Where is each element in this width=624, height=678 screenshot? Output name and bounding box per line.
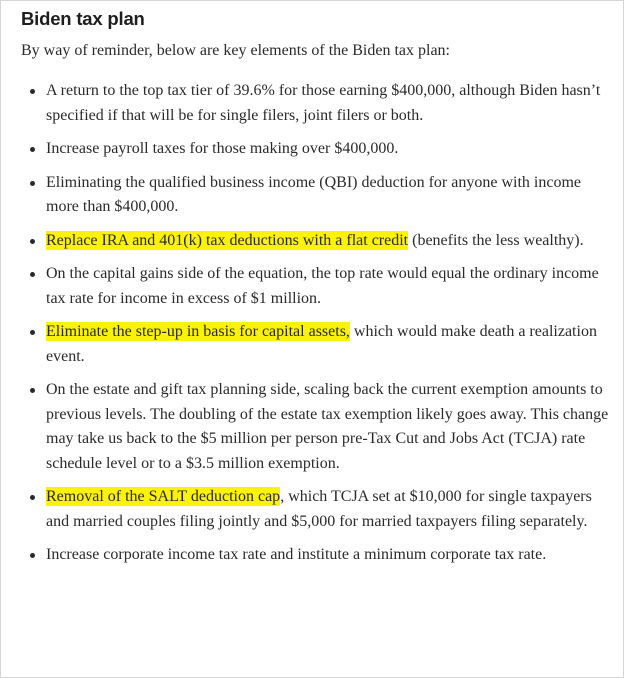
item-text: On the capital gains side of the equation, the top rate would equal the ordinary income tax rate for income in excess of $1 million. <box>46 265 599 307</box>
list-item <box>21 229 611 254</box>
bullet-icon <box>30 388 35 393</box>
list-item <box>21 171 611 220</box>
list-item <box>21 320 611 369</box>
list-item <box>21 543 611 568</box>
bullet-icon <box>30 553 35 558</box>
bullet-icon <box>30 89 35 94</box>
item-text: , which TCJA set at $10,000 for single taxpayers and married couples filing jointly and $5,000 for married taxpayers filing separately. <box>46 488 592 530</box>
item-text: A return to the top tax tier of 39.6% for those earning $400,000, although Biden hasn’t specified if that will be for single filers, joint filers or both. <box>46 82 601 124</box>
highlighted-text: Replace IRA and 401(k) tax deductions with a flat credit <box>46 231 409 249</box>
bullet-icon <box>30 272 35 277</box>
list-item <box>21 485 611 534</box>
highlighted-text: Removal of the SALT deduction cap <box>46 488 281 505</box>
bullet-icon <box>30 495 35 500</box>
article-title: Biden tax plan <box>21 8 145 29</box>
item-text: (benefits the less wealthy). <box>408 231 584 249</box>
item-text: On the estate and gift tax planning side, scaling back the current exemption amounts to previous levels. The doubling of the estate tax exemption likely goes away. This change may take us back to the $5 million per person pre-Tax Cut and Jobs Act (TCJA) rate schedule level or to a $3.5 million exemption. <box>46 381 609 472</box>
highlighted-text: Eliminate the step-up in basis for capital assets, <box>46 323 350 340</box>
article-intro: By way of reminder, below are key elements of the Biden tax plan: <box>21 42 450 59</box>
bullet-icon <box>30 181 35 186</box>
item-text: which would make death a realization event. <box>46 323 597 365</box>
item-text: Increase payroll taxes for those making over $400,000. <box>46 140 399 157</box>
list-item <box>21 378 611 476</box>
item-text: Eliminating the qualified business income (QBI) deduction for anyone with income more than $400,000. <box>46 173 581 215</box>
article-content <box>21 7 611 577</box>
list-item <box>21 79 611 128</box>
bullet-icon <box>30 147 35 152</box>
bullet-icon <box>30 330 35 335</box>
item-text: Increase corporate income tax rate and institute a minimum corporate tax rate. <box>46 546 547 563</box>
list-item <box>21 262 611 311</box>
list-item <box>21 137 611 162</box>
tax-plan-list <box>21 79 611 568</box>
bullet-icon <box>30 239 35 244</box>
